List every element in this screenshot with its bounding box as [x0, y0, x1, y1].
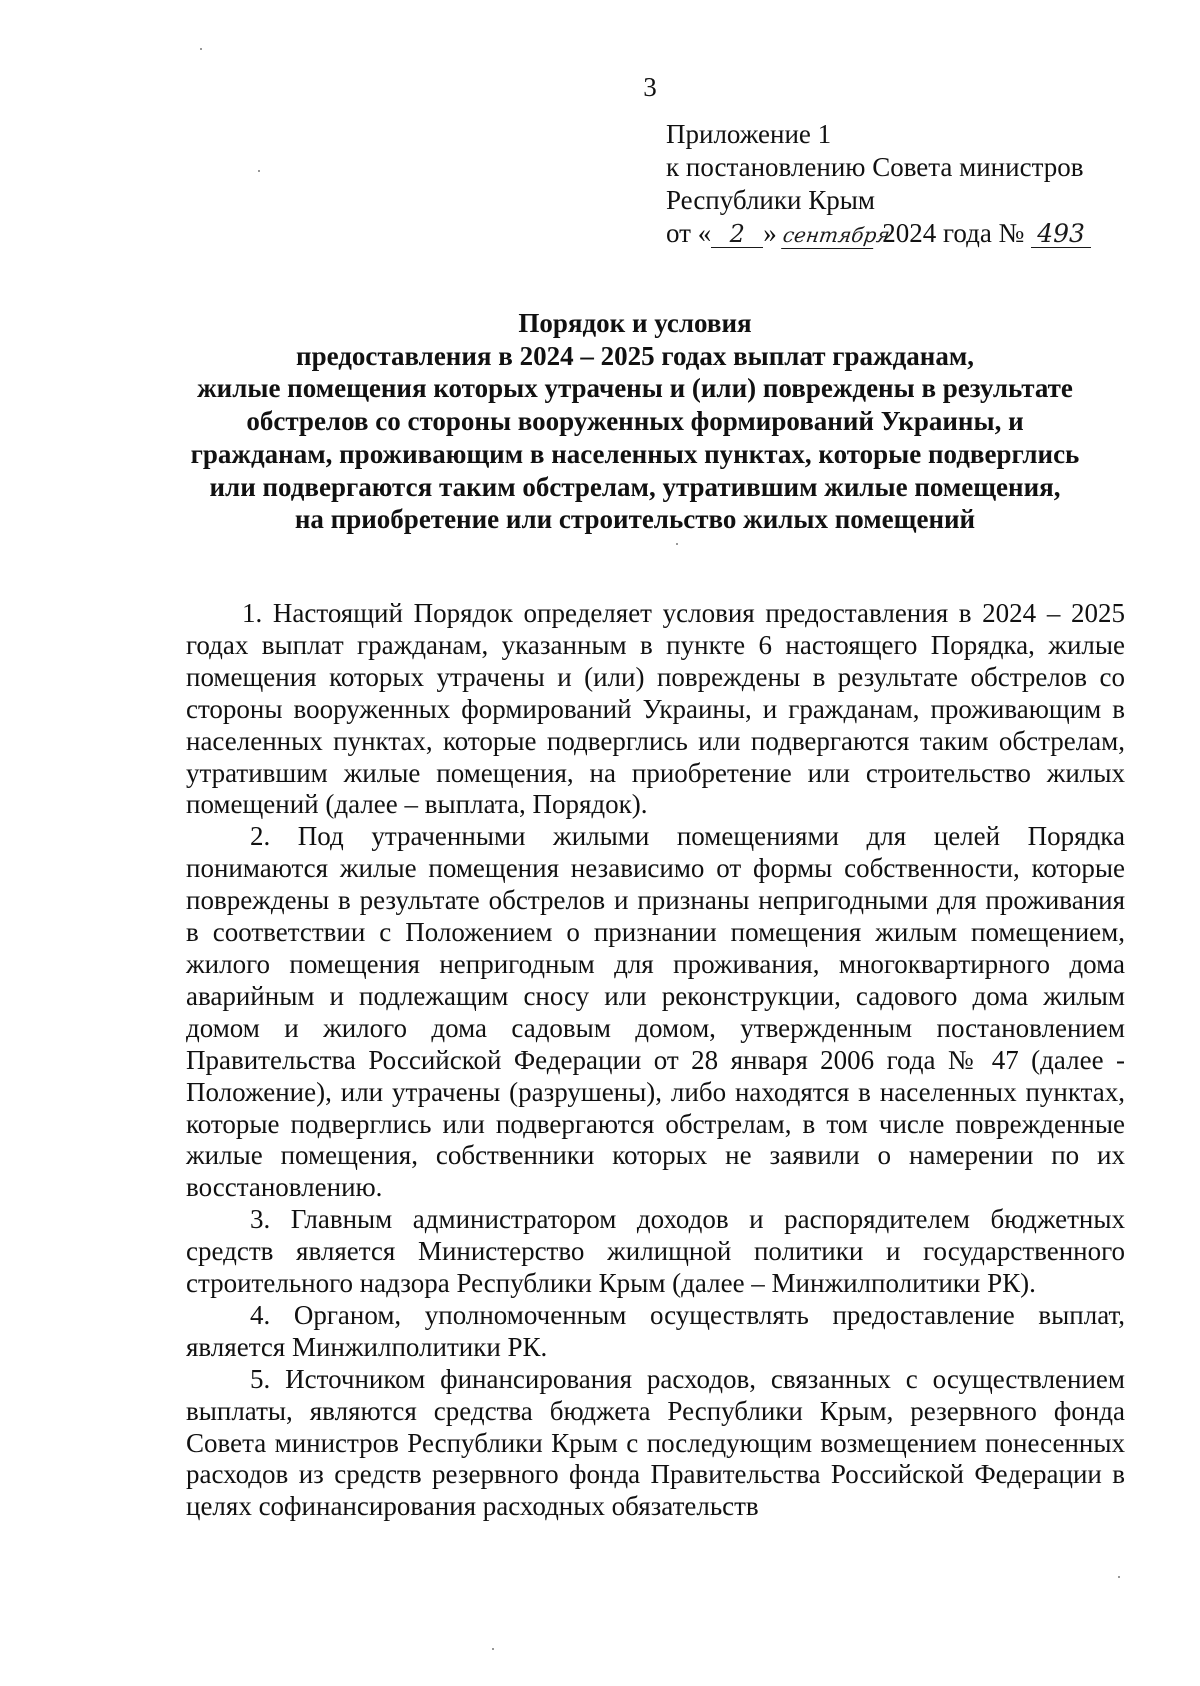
handwritten-number: 493	[1031, 221, 1091, 248]
page-number: 3	[643, 72, 657, 102]
date-prefix: от «	[666, 218, 712, 248]
paragraph-1: 1. Настоящий Порядок определяет условия предоставления в 2024 – 2025 годах выплат гражданам, указанным в пункте 6 настоящего Порядка, жилые помещения которых утрачены и (или) повреждены в результате обстрелов со стороны вооруженных формирований Украины, и гражданам, проживающим в населенных пунктах, которые подверглись или подвергаются таким обстрелам, утратившим жилые помещения, на приобретение или строительство жилых помещений (далее – выплата, Порядок).	[186, 598, 1125, 820]
title-line: предоставления в 2024 – 2025 годах выплат гражданам,	[296, 340, 974, 371]
appendix-republic: Республики Крым	[666, 185, 875, 215]
document-title	[150, 307, 1120, 536]
paragraph-2: 2. Под утраченными жилыми помещениями для целей Порядка понимаются жилые помещения независимо от формы собственности, которые повреждены в результате обстрелов и признаны непригодными для проживания в соответствии с Положением о признании помещения жилым помещением, жилого помещения непригодным для проживания, многоквартирного дома аварийным и подлежащим сносу или реконструкции, садового дома жилым домом и жилого дома садовым домом, утвержденным постановлением Правительства Российской Федерации от 28 января 2006 года № 47 (далее - Положение), или утрачены (разрушены), либо находятся в населенных пунктах, которые подверглись или подвергаются обстрелам, в том числе поврежденные жилые помещения, собственники которых не заявили о намерении по их восстановлению.	[186, 821, 1125, 1203]
title-line: гражданам, проживающим в населенных пунктах, которые подверглись	[190, 438, 1080, 469]
scan-speck	[1118, 1576, 1120, 1578]
title-line: или подвергаются таким обстрелам, утратившим жилые помещения,	[209, 471, 1061, 502]
handwritten-month: сентября	[781, 223, 892, 247]
appendix-header	[666, 118, 1091, 250]
scan-speck	[258, 170, 260, 172]
appendix-label: Приложение 1	[666, 119, 832, 149]
appendix-resolution-ref: к постановлению Совета министров	[666, 152, 1084, 182]
paragraph-3: 3. Главным администратором доходов и распорядителем бюджетных средств является Министерство жилищной политики и государственного строительного надзора Республики Крым (далее – Минжилполитики РК).	[186, 1204, 1125, 1299]
date-mid: »	[763, 218, 777, 248]
document-body	[186, 598, 1125, 1523]
title-line: Порядок и условия	[518, 308, 752, 338]
appendix-date-line	[666, 217, 1091, 250]
handwritten-day: 2	[711, 221, 763, 248]
date-year: 2024 года №	[882, 218, 1025, 248]
paragraph-4: 4. Органом, уполномоченным осуществлять предоставление выплат, является Минжилполитики РК.	[186, 1299, 1125, 1362]
title-line: обстрелов со стороны вооруженных формирований Украины, и	[246, 406, 1024, 437]
title-line: на приобретение или строительство жилых помещений	[294, 504, 976, 535]
scan-speck	[676, 543, 678, 545]
paragraph-5: 5. Источником финансирования расходов, связанных с осуществлением выплаты, являются средства бюджета Республики Крым, резервного фонда Совета министров Республики Крым с последующим возмещением понесенных расходов из средств резервного фонда Правительства Российской Федерации в целях софинансирования расходных обязательств	[186, 1363, 1125, 1522]
scan-speck	[200, 48, 202, 50]
title-line: жилые помещения которых утрачены и (или) повреждены в результате	[197, 373, 1073, 404]
scan-speck	[492, 1648, 494, 1650]
